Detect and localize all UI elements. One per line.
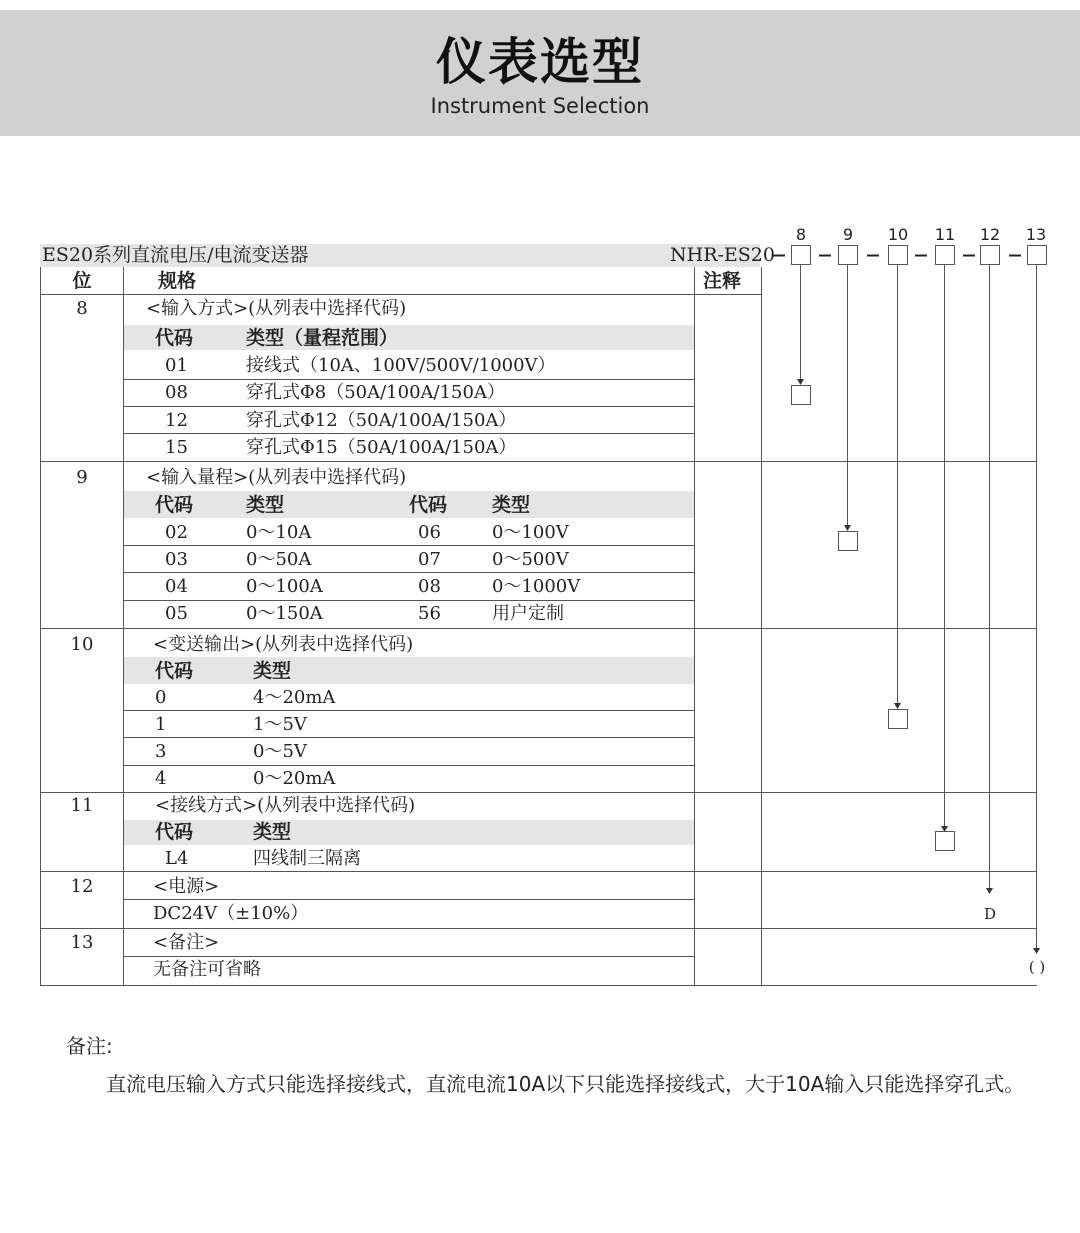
page-title: 仪表选型 xyxy=(436,33,644,91)
section-caption: <变送输出>(从列表中选择代码) xyxy=(153,634,414,655)
option-code: 08 xyxy=(418,576,441,597)
option-code: 05 xyxy=(165,603,188,624)
sub-header-code: 代码 xyxy=(155,660,194,682)
page-subtitle: Instrument Selection xyxy=(430,94,650,118)
sub-header-type: 类型 xyxy=(246,494,285,516)
column-header-position: 位 xyxy=(72,270,92,292)
option-type: 0～100V xyxy=(492,522,569,543)
column-header-note: 注释 xyxy=(703,270,742,292)
section-caption: <电源> xyxy=(153,876,220,897)
option-code: 56 xyxy=(418,603,441,624)
column-header-spec: 规格 xyxy=(158,270,197,292)
option-code: 15 xyxy=(165,437,188,458)
sub-header-type: 类型 xyxy=(253,821,292,843)
option-code: 0 xyxy=(155,687,167,708)
section-position: 9 xyxy=(76,467,88,488)
position-number: 11 xyxy=(934,225,956,244)
option-code: 12 xyxy=(165,410,188,431)
sub-header-code: 代码 xyxy=(409,494,448,516)
option-type: 0～500V xyxy=(492,549,569,570)
section-caption: <接线方式>(从列表中选择代码) xyxy=(155,795,416,816)
sub-header-type: 类型 xyxy=(492,494,531,516)
option-type: 四线制三隔离 xyxy=(253,848,361,869)
remark-code: ( ) xyxy=(1028,958,1046,976)
model-prefix: NHR-ES20 xyxy=(670,244,775,266)
option-type: 穿孔式Φ15（50A/100A/150A） xyxy=(246,437,517,458)
option-type: 用户定制 xyxy=(492,603,564,624)
option-code: 04 xyxy=(165,576,188,597)
table-title: ES20系列直流电压/电流变送器 xyxy=(42,244,309,266)
section-position: 13 xyxy=(70,932,94,953)
sub-header-type: 类型 xyxy=(253,660,292,682)
option-code: 08 xyxy=(165,382,188,403)
option-type: 穿孔式Φ8（50A/100A/150A） xyxy=(246,382,505,403)
remark-value: 无备注可省略 xyxy=(153,959,261,980)
option-code: 3 xyxy=(155,741,167,762)
option-code: 4 xyxy=(155,768,167,789)
option-type: 穿孔式Φ12（50A/100A/150A） xyxy=(246,410,517,431)
option-code: 01 xyxy=(165,355,188,376)
sub-header-code: 代码 xyxy=(155,494,194,516)
option-code: 1 xyxy=(155,714,167,735)
option-type: 0～50A xyxy=(246,549,312,570)
option-type: 0～100A xyxy=(246,576,323,597)
sub-header-code: 代码 xyxy=(155,327,194,349)
option-code: 02 xyxy=(165,522,188,543)
notes-section xyxy=(66,1027,1026,1103)
position-number: 10 xyxy=(887,225,909,244)
position-number: 13 xyxy=(1025,225,1047,244)
section-position: 11 xyxy=(70,795,94,816)
notes-title: 备注: xyxy=(66,1034,113,1058)
notes-body: 直流电压输入方式只能选择接线式，直流电流10A以下只能选择接线式，大于10A输入只能选择穿孔式。 xyxy=(106,1072,1025,1096)
option-type: 1～5V xyxy=(253,714,307,735)
option-type: 0～5V xyxy=(253,741,307,762)
position-number: 9 xyxy=(842,225,854,244)
option-code: 06 xyxy=(418,522,441,543)
sub-header-type: 类型（量程范围） xyxy=(246,327,399,349)
section-position: 8 xyxy=(76,298,88,319)
option-type: 0～150A xyxy=(246,603,323,624)
power-code: D xyxy=(983,905,997,923)
section-position: 10 xyxy=(70,634,94,655)
section-caption: <输入量程>(从列表中选择代码) xyxy=(146,467,407,488)
option-type: 接线式（10A、100V/500V/1000V） xyxy=(246,355,556,376)
option-type: 0～20mA xyxy=(253,768,336,789)
section-caption: <输入方式>(从列表中选择代码) xyxy=(146,298,407,319)
position-number: 8 xyxy=(795,225,807,244)
section-caption: <备注> xyxy=(153,932,220,953)
sub-header-code: 代码 xyxy=(155,821,194,843)
position-number: 12 xyxy=(979,225,1001,244)
option-type: 0～10A xyxy=(246,522,312,543)
option-code: L4 xyxy=(165,848,189,869)
section-position: 12 xyxy=(70,876,94,897)
option-code: 03 xyxy=(165,549,188,570)
power-value: DC24V（±10%） xyxy=(153,903,309,924)
option-type: 0～1000V xyxy=(492,576,581,597)
option-code: 07 xyxy=(418,549,441,570)
option-type: 4～20mA xyxy=(253,687,336,708)
